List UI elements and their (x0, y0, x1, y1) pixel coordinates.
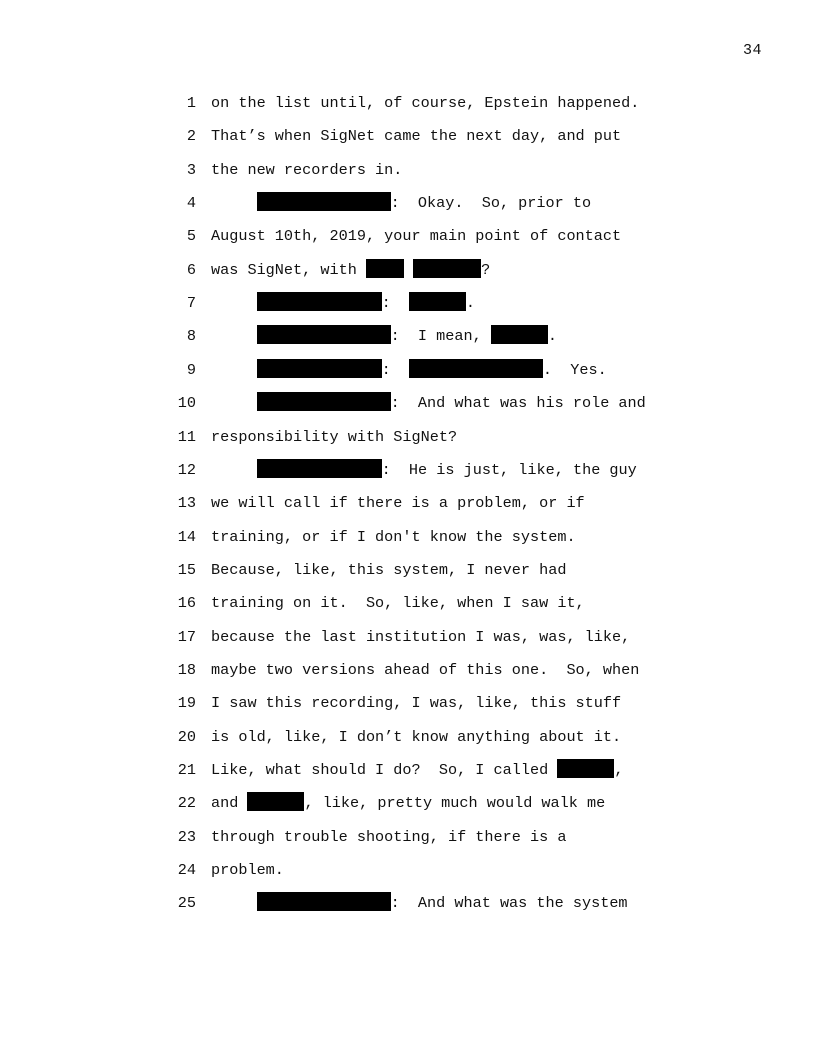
transcript-line (0, 392, 816, 414)
line-text-segment: Because, like, this system, I never had (211, 560, 567, 579)
line-number: 3 (186, 160, 196, 179)
line-text (211, 426, 457, 448)
line-text-segment: problem. (211, 861, 284, 880)
line-number: 24 (177, 861, 196, 880)
line-text-segment: we will call if there is a problem, or if (211, 494, 585, 513)
line-number: 11 (177, 427, 196, 446)
line-text-segment: is old, like, I don’t know anything about it. (211, 727, 622, 746)
transcript-line (0, 292, 816, 314)
transcript-line (0, 859, 816, 881)
transcript-line (0, 359, 816, 381)
transcript-line (0, 692, 816, 714)
redaction-block (257, 392, 391, 411)
line-text-segment: through trouble shooting, if there is a (211, 827, 567, 846)
line-text (211, 726, 621, 748)
line-text-segment: training on it. So, like, when I saw it, (211, 594, 585, 613)
line-number: 8 (186, 327, 196, 346)
line-number: 15 (177, 560, 196, 579)
redaction-block (413, 259, 481, 278)
line-text-segment: . Yes. (542, 360, 607, 379)
line-text (211, 459, 637, 481)
line-number: 16 (177, 594, 196, 613)
redaction-block (491, 325, 548, 344)
line-number: 4 (186, 194, 196, 213)
line-text (211, 359, 607, 381)
line-text (211, 492, 585, 514)
transcript-line (0, 892, 816, 914)
transcript-line (0, 526, 816, 548)
line-text-segment: August 10th, 2019, your main point of contact (211, 227, 622, 246)
line-text-segment: That’s when SigNet came the next day, and put (211, 127, 622, 146)
line-text-segment: on the list until, of course, Epstein happened. (211, 94, 640, 112)
redaction-block (366, 259, 404, 278)
line-text (211, 292, 475, 314)
line-text-segment (211, 894, 257, 912)
line-text-segment: , like, pretty much would walk me (304, 794, 606, 813)
line-text (211, 325, 557, 347)
line-number: 18 (177, 660, 196, 679)
transcript-line (0, 559, 816, 581)
redaction-block (247, 792, 304, 811)
line-text-segment: and (211, 794, 248, 813)
line-number: 13 (177, 494, 196, 513)
line-number: 17 (177, 627, 196, 646)
line-text-segment: because the last institution I was, was, like, (211, 627, 631, 646)
transcript-line (0, 459, 816, 481)
line-text-segment (211, 461, 257, 479)
transcript-line (0, 759, 816, 781)
line-text (211, 526, 576, 548)
line-number: 21 (177, 761, 196, 779)
line-text-segment: : Okay. So, prior to (390, 194, 592, 213)
line-text (211, 92, 639, 114)
transcript-line (0, 492, 816, 514)
line-text-segment: . (547, 327, 557, 346)
line-text-segment: : And what was the system (390, 894, 628, 913)
transcript-line (0, 426, 816, 448)
redaction-block (257, 325, 391, 344)
transcript-line (0, 192, 816, 214)
line-text (211, 159, 402, 181)
line-text (211, 259, 490, 281)
line-text-segment (211, 361, 257, 379)
line-number: 12 (177, 460, 196, 479)
page-number: 34 (742, 42, 762, 59)
transcript-line (0, 125, 816, 147)
line-number: 23 (177, 827, 196, 846)
line-text-segment: : (381, 294, 409, 313)
line-text-segment (211, 194, 257, 212)
transcript-line (0, 259, 816, 281)
line-text-segment: training, or if I don't know the system. (211, 527, 576, 546)
transcript-line (0, 225, 816, 247)
redaction-block (257, 192, 391, 211)
line-number: 7 (186, 294, 196, 313)
line-text (211, 626, 630, 648)
line-text (211, 859, 284, 881)
redaction-block (257, 292, 382, 311)
transcript-line (0, 726, 816, 748)
line-text (211, 559, 566, 581)
redaction-block (257, 459, 382, 478)
line-text-segment: : I mean, (390, 327, 491, 346)
line-text (211, 826, 566, 848)
line-number: 5 (186, 227, 196, 246)
transcript-line (0, 792, 816, 814)
line-text (211, 392, 646, 414)
line-text-segment (211, 294, 257, 312)
redaction-block (257, 892, 391, 911)
line-text-segment (211, 327, 257, 345)
line-text-segment: responsibility with SigNet? (211, 427, 458, 446)
line-number: 10 (177, 394, 196, 413)
line-text-segment: maybe two versions ahead of this one. So, when (211, 660, 640, 679)
transcript-line (0, 592, 816, 614)
line-number: 2 (186, 127, 196, 146)
redaction-block (257, 359, 382, 378)
line-number: 9 (186, 360, 196, 379)
line-text (211, 192, 591, 214)
transcript-line (0, 626, 816, 648)
line-text (211, 692, 621, 714)
transcript-line (0, 325, 816, 347)
redaction-block (409, 292, 466, 311)
line-text (211, 892, 628, 914)
transcript-line (0, 159, 816, 181)
transcript-line (0, 826, 816, 848)
line-text-segment: ? (481, 260, 491, 279)
line-text (211, 592, 585, 614)
redaction-block (409, 359, 543, 378)
line-number: 6 (186, 260, 196, 279)
line-text-segment: the new recorders in. (211, 160, 403, 179)
line-number: 22 (177, 794, 196, 813)
line-number: 14 (177, 527, 196, 546)
transcript-line (0, 92, 816, 114)
line-number: 1 (186, 94, 196, 112)
line-text-segment: I saw this recording, I was, like, this stuff (211, 694, 622, 713)
line-text-segment: . (465, 294, 476, 313)
line-text (211, 225, 621, 247)
line-number: 19 (177, 694, 196, 713)
line-text-segment: : (381, 360, 409, 379)
line-text (211, 125, 621, 147)
line-text-segment: : He is just, like, the guy (381, 460, 637, 479)
line-text (211, 759, 623, 781)
line-number: 20 (177, 727, 196, 746)
line-text-segment: , (614, 761, 624, 779)
redaction-block (557, 759, 614, 778)
line-text (211, 659, 639, 681)
line-text-segment: Like, what should I do? So, I called (211, 761, 558, 779)
line-text (211, 792, 605, 814)
transcript-line (0, 659, 816, 681)
line-text-segment: was SigNet, with (211, 260, 366, 279)
line-text-segment (211, 394, 257, 412)
line-text-segment: : And what was his role and (390, 394, 646, 413)
line-text-segment (404, 261, 413, 279)
line-number: 25 (177, 894, 196, 913)
